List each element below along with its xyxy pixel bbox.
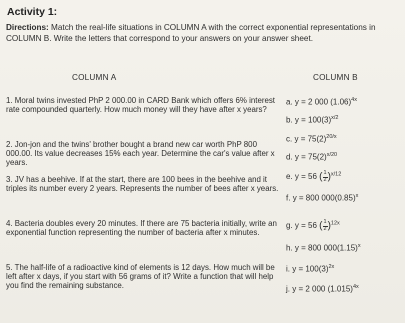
directions-text: Match the real-life situations in COLUMN A with the correct exponential representations in COLUMN B. Write the letters that correspond to your answers on your answer sheet. (6, 23, 376, 43)
column-a-item-3: 3. JV has a beehive. If at the start, there are 100 bees in the beehive and it triples its number every 2 years. Represents the number of bees after x years. (6, 175, 279, 193)
column-b-item-b (286, 115, 339, 125)
column-a-item-5: 5. The half-life of a radioactive kind of elements is 12 days. How much will be left after x days, if you start with 56 grams of it? Write a function that will help you find the remaining substance. (6, 263, 275, 290)
answer-expression: y = 56 (294, 221, 317, 231)
column-b-item-e: e. y = 56 ( $\frac{1}{2}$ )$^{x/12}$ (286, 170, 342, 183)
answer-letter: e. (286, 172, 293, 182)
answer-exponent: 4x (352, 284, 359, 290)
directions (6, 23, 398, 44)
fraction: $\frac{1}{2}$ (323, 170, 327, 183)
column-a-item-2: 2. Jon-jon and the twins' brother bought a brand new car worth PhP 800 000.00. Its value decreases 15% each year. Determine the car's value after x years. (6, 140, 275, 167)
column-b-item-a (286, 97, 357, 107)
fraction: $\frac{1}{2}$ (323, 219, 327, 232)
answer-exponent: x/12 (330, 171, 342, 178)
answer-expression: y = 2 000 (1.06) (294, 97, 352, 107)
answer-expression: y = 800 000(1.15) (294, 243, 358, 253)
answer-letter: f. (286, 193, 291, 203)
answer-expression: y = 100(3) (294, 115, 332, 125)
answer-exponent: x (357, 243, 361, 249)
answer-expression: y = 75(2) (294, 152, 327, 162)
answer-exponent: x (355, 193, 359, 199)
answer-expression: y = 75(2) (294, 134, 327, 144)
column-b-item-d (286, 152, 337, 162)
answer-exponent: x/20 (326, 152, 338, 158)
answer-letter: i. (286, 264, 290, 274)
answer-exponent: 20/x (326, 134, 337, 140)
column-a-item-4: 4. Bacteria doubles every 20 minutes. If there are 75 bacteria initially, write an exponential function representing the number of bacteria after x minutes. (6, 219, 277, 237)
column-b-item-g: g. y = 56 ( $\frac{1}{2}$ )$^{12x}$ (286, 219, 340, 232)
column-a-header: COLUMN A (72, 73, 117, 82)
answer-exponent: x/2 (331, 115, 339, 121)
answer-letter: h. (286, 243, 293, 253)
answer-letter: j. (286, 284, 290, 294)
column-a-item-1: 1. Moral twins invested PhP 2 000.00 in CARD Bank which offers 6% interest rate compounded quarterly. How much money will they have after x years? (6, 96, 276, 114)
answer-letter: d. (286, 152, 293, 162)
answer-letter: a. (286, 97, 293, 107)
answer-exponent: 4x (351, 97, 357, 103)
column-b-item-c (286, 134, 337, 144)
column-b-item-j (286, 284, 359, 294)
answer-exponent: 12x (330, 220, 340, 227)
column-b-item-i (286, 264, 334, 274)
answer-letter: c. (286, 134, 293, 144)
column-b-item-f (286, 193, 358, 203)
answer-expression: y = 100(3) (292, 264, 329, 274)
directions-label: Directions: (6, 23, 49, 32)
answer-letter: g. (286, 221, 293, 231)
answer-expression: y = 800 000(0.85) (292, 193, 356, 203)
answer-expression: y = 2 000 (1.015) (292, 284, 353, 294)
column-b-item-h (286, 243, 361, 253)
column-b-header: COLUMN B (313, 73, 358, 82)
answer-letter: b. (286, 115, 293, 125)
answer-exponent: 2x (328, 264, 335, 270)
answer-expression: y = 56 (294, 172, 317, 182)
activity-title: Activity 1: (7, 6, 58, 18)
